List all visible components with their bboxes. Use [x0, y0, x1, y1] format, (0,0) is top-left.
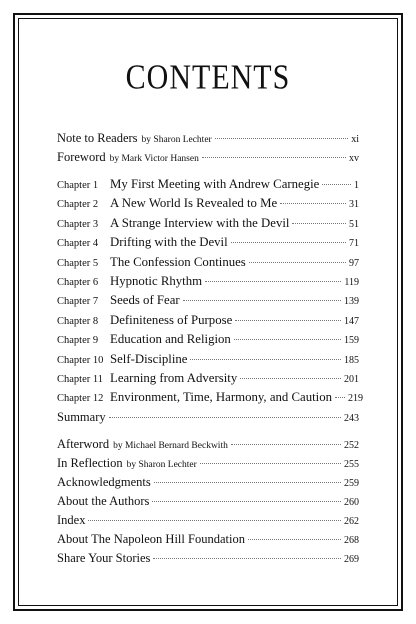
dot-leader: [280, 203, 346, 204]
page-number: 119: [344, 276, 359, 288]
toc-entry[interactable]: [57, 150, 359, 169]
entry-title: Foreword: [57, 150, 106, 164]
entry-title: About The Napoleon Hill Foundation: [57, 532, 245, 547]
dot-leader: [202, 157, 346, 158]
toc-entry[interactable]: [57, 475, 359, 494]
chapter-entry[interactable]: [57, 235, 359, 254]
page-number: 268: [344, 535, 359, 547]
chapter-title: A Strange Interview with the Devil: [110, 215, 290, 230]
chapter-number: Chapter 1: [57, 180, 99, 191]
entry-title: Index: [57, 513, 86, 528]
chapter-number: Chapter 6: [57, 276, 99, 288]
dot-leader: [109, 417, 341, 418]
toc-entry[interactable]: [57, 456, 359, 475]
chapter-number: Chapter 10: [57, 354, 104, 366]
dot-leader: [152, 501, 341, 502]
entry-author: by Mark Victor Hansen: [109, 154, 199, 164]
dot-leader: [88, 520, 341, 521]
chapter-title: Learning from Adversity: [110, 370, 238, 385]
dot-leader: [183, 300, 341, 301]
dot-leader: [335, 397, 345, 398]
entry-title: Share Your Stories: [57, 551, 151, 566]
chapter-entry[interactable]: [57, 196, 359, 215]
chapter-number: Chapter 11: [57, 373, 103, 385]
chapter-entry[interactable]: [57, 255, 359, 274]
chapter-number: Chapter 8: [57, 315, 99, 327]
chapter-entry[interactable]: [57, 293, 359, 312]
section-gap: [57, 429, 359, 437]
dot-leader: [249, 262, 346, 263]
chapter-entry[interactable]: [57, 216, 359, 235]
dot-leader: [235, 320, 341, 321]
chapter-number: Chapter 7: [57, 296, 99, 308]
page-number: 31: [349, 199, 359, 211]
chapter-number: Chapter 5: [57, 257, 99, 269]
entry-title: Acknowledgments: [57, 475, 151, 490]
dot-leader: [292, 223, 346, 224]
page-number: 259: [344, 478, 359, 490]
dot-leader: [190, 359, 341, 360]
chapter-title: Seeds of Fear: [110, 293, 180, 308]
chapter-title: Self-Discipline: [110, 351, 188, 366]
chapter-number: Chapter 2: [57, 199, 99, 211]
page-number: 159: [344, 335, 359, 347]
dot-leader: [154, 482, 341, 483]
chapter-entry[interactable]: [57, 371, 359, 390]
page-number: 147: [344, 315, 359, 327]
chapter-title: Drifting with the Devil: [110, 235, 228, 250]
page-number: 71: [349, 238, 359, 250]
chapter-title: Environment, Time, Harmony, and Caution: [110, 390, 333, 405]
dot-leader: [231, 444, 341, 445]
page-number: 97: [349, 257, 359, 269]
table-of-contents: [57, 131, 364, 570]
page-number: 255: [344, 459, 359, 471]
chapter-title: Education and Religion: [110, 332, 231, 347]
page-number: 51: [349, 218, 359, 230]
chapter-entry[interactable]: [57, 313, 359, 332]
dot-leader: [248, 539, 341, 540]
dot-leader: [205, 281, 341, 282]
page-number: 260: [344, 497, 359, 509]
chapter-entry[interactable]: [57, 352, 359, 371]
chapter-title: Definiteness of Purpose: [110, 312, 233, 327]
chapter-title: My First Meeting with Andrew Carnegie: [110, 177, 320, 191]
chapter-number: Chapter 3: [57, 218, 99, 230]
page-number: 1: [354, 180, 359, 191]
toc-entry[interactable]: [57, 513, 359, 532]
toc-entry[interactable]: [57, 494, 359, 513]
chapter-title: A New World Is Revealed to Me: [110, 196, 278, 211]
dot-leader: [153, 558, 341, 559]
entry-author: by Sharon Lechter: [141, 135, 212, 145]
dot-leader: [200, 463, 341, 464]
page-number: 243: [344, 412, 359, 424]
toc-entry[interactable]: [57, 437, 359, 456]
page-number: 252: [344, 440, 359, 452]
dot-leader: [234, 339, 341, 340]
chapter-entry[interactable]: [57, 274, 359, 293]
chapter-number: Chapter 12: [57, 393, 104, 405]
page-number: xv: [349, 153, 359, 164]
toc-entry[interactable]: [57, 551, 359, 570]
entry-author: by Sharon Lechter: [126, 460, 197, 471]
page-number: 219: [348, 393, 364, 405]
page-number: xi: [351, 134, 359, 145]
chapter-number: Chapter 9: [57, 335, 99, 347]
page-number: 185: [344, 354, 359, 366]
dot-leader: [322, 184, 351, 185]
chapter-entry[interactable]: [57, 390, 364, 409]
entry-author: by Michael Bernard Beckwith: [113, 441, 228, 452]
chapter-entry[interactable]: [57, 177, 359, 196]
page-number: 201: [344, 373, 359, 385]
page-number: 269: [344, 554, 359, 566]
chapter-title: Hypnotic Rhythm: [110, 273, 203, 288]
page-number: 262: [344, 516, 359, 528]
dot-leader: [231, 242, 346, 243]
dot-leader: [240, 378, 341, 379]
toc-entry[interactable]: [57, 410, 359, 429]
page-title: CONTENTS: [125, 58, 291, 97]
entry-title: Afterword: [57, 437, 110, 452]
entry-title: Note to Readers: [57, 131, 138, 145]
chapter-number: Chapter 4: [57, 238, 99, 250]
entry-title: In Reflection: [57, 456, 123, 471]
page-number: 139: [344, 296, 359, 308]
chapter-entry[interactable]: [57, 332, 359, 351]
toc-entry[interactable]: [57, 131, 359, 150]
entry-title: About the Authors: [57, 494, 150, 509]
section-gap: [57, 169, 359, 177]
toc-entry[interactable]: [57, 532, 359, 551]
entry-title: Summary: [57, 409, 106, 424]
dot-leader: [215, 138, 349, 139]
chapter-title: The Confession Continues: [110, 254, 246, 269]
